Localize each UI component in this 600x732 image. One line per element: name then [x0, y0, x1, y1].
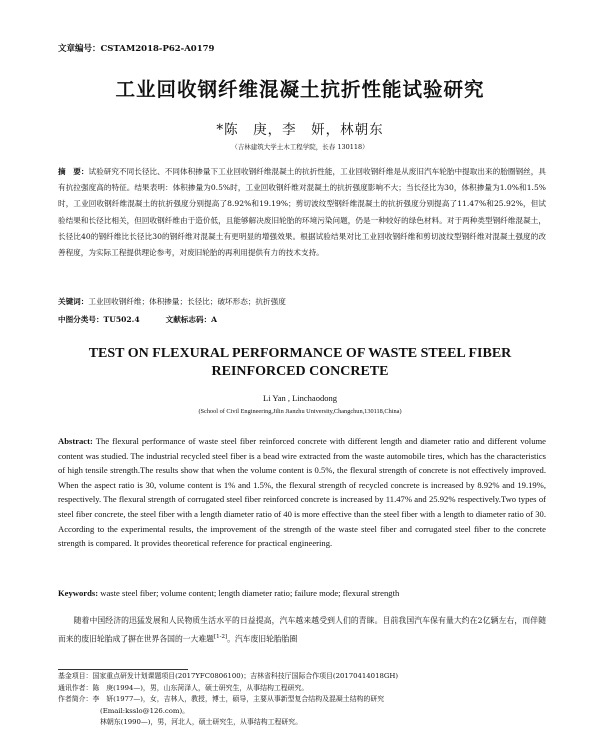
chinese-authors: *陈 庚，李 妍，林朝东 [216, 122, 384, 138]
footnote-divider [58, 669, 188, 670]
footnote-corresponding-author: 通讯作者：陈 庚(1994—)，男，山东菏泽人，硕士研究生，从事结构工程研究。 [58, 683, 309, 692]
english-authors: Li Yan , Linchaodong [263, 393, 337, 403]
chinese-abstract-text: 试验研究不同长径比、不同体积掺量下工业回收钢纤维混凝土的抗折性能，工业回收钢纤维是从废旧汽车轮胎中提取出来的胎圈钢丝，具有抗拉强度高的特征。结果表明：体积掺量为0.5%时，工业回收钢纤维对混凝土的抗折强度影响不大；当长径比为30，体积掺量为1.0%和1.5%时，工业回收钢纤维混凝土的抗折强度分别提高了8.92%和19.19%；剪切波纹型钢纤维混凝土的抗折强度分别提高了11.47%和25.92%，但试验结果和长径比相关，但回收钢纤维由于造价低，且能够解决废旧轮胎的环境污染问题，仍是一种较好的绿色材料。对于两种类型钢纤维混凝土，长径比40的钢纤维比长径比30的钢纤维对混凝土有更明显的增强效果。根据试验结果对比工业回收钢纤维和剪切波纹型钢纤维对混凝土强度的改善程度，为实际工程提供理论参考，对废旧轮胎的再利用提供有力的技术支持。 [58, 167, 547, 258]
english-abstract-text: The flexural performance of waste steel fiber reinforced concrete with different length and diameter ratio and different volume content was studied. The industrial recycled steel fiber is a bead wire extracted from the waste automobile tires, which has the characteristics of high tensile strength.The results show that when the volume content is 0.5%, the flexural strength of concrete is not effectively improved. When the aspect ratio is 30, volume content is 1% and 1.5%, the flexural strength of recycled concrete is increased by 8.92% and 19.19%, respectively. The flexural strength of corrugated steel fiber reinforced concrete is increased by 11.47% and 25.92% respectively.Two types of steel fiber concrete, the steel fiber with a length diameter ratio of 40 is more effective than the steel fiber with a length to diameter ratio of 30. According to the experimental results, the improvement of the strength of the waste steel fiber and corrugated steel fiber to the concrete strength is compared. It provides theoretical reference for practical engineering. [58, 436, 546, 549]
classification-line [58, 314, 546, 325]
footnote-author-bio-2: 林朝东(1990—)，男，河北人，硕士研究生，从事结构工程研究。 [100, 718, 303, 727]
chinese-keywords-label: 关键词： [58, 297, 89, 306]
introduction-paragraph [58, 612, 546, 648]
citation-ref: [1-2] [213, 634, 228, 640]
document-code: 文献标志码：A [165, 315, 218, 324]
english-title-line-1: TEST ON FLEXURAL PERFORMANCE OF WASTE STEEL FIBER [88, 346, 512, 361]
chinese-affiliation: （吉林建筑大学土木工程学院，长春 130118） [231, 143, 369, 151]
footnote-funding: 基金项目：国家重点研发计划课题项目(2017YFC0806100)；吉林省科技厅国际合作项目(20170414018GH) [58, 672, 399, 680]
english-title-line-2: REINFORCED CONCRETE [211, 364, 389, 379]
english-abstract-label: Abstract: [58, 436, 93, 446]
footnote-email: (Email:ksslo@126.com)。 [100, 706, 190, 715]
footnote-author-bio: 作者简介：李 妍(1977—)，女，吉林人，教授，博士，硕导，主要从事新型复合结构及混凝土结构的研究 [58, 695, 385, 704]
chinese-abstract [58, 164, 546, 261]
chinese-keywords [58, 296, 546, 307]
footnotes [58, 671, 546, 729]
english-keywords [58, 588, 546, 598]
chinese-keywords-text: 工业回收钢纤维；体积掺量；长径比；破坏形态；抗折强度 [88, 297, 286, 306]
classification-number: 中图分类号：TU502.4 [58, 315, 140, 324]
chinese-abstract-label: 摘 要： [58, 167, 89, 176]
english-abstract [58, 434, 546, 551]
introduction-text-continued: 。汽车废旧轮胎胎圈 [227, 634, 298, 644]
article-id: 文章编号：CSTAM2018-P62-A0179 [58, 44, 215, 54]
introduction-text: 随着中国经济的迅猛发展和人民物质生活水平的日益提高，汽车越来越受到人们的青睐。目前我国汽车保有量大约在2亿辆左右，而伴随而来的废旧轮胎成了摒在世界各国的一大难题 [58, 616, 546, 644]
english-keywords-text: waste steel fiber; volume content; length diameter ratio; failure mode; flexural strength [98, 588, 400, 598]
chinese-title: 工业回收钢纤维混凝土抗折性能试验研究 [115, 78, 485, 101]
english-affiliation: (School of Civil Engineering,Jilin Jianzhu University,Changchun,130118,China) [198, 408, 402, 415]
english-keywords-label: Keywords: [58, 588, 99, 598]
english-title [0, 345, 600, 381]
